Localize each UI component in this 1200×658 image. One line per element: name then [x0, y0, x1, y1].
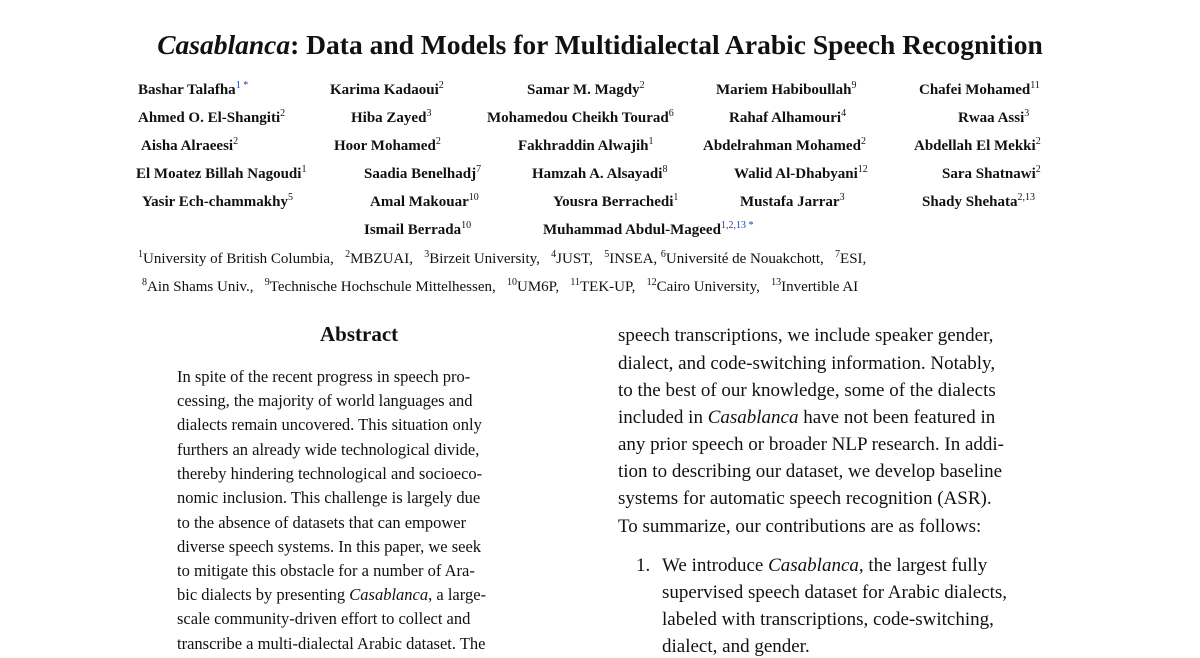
author: Aisha Alraeesi$^2$ [141, 136, 239, 154]
author: Karima Kadaoui$^2$ [330, 80, 444, 98]
author: Bashar Talafha$^{1 *}$ [138, 80, 249, 98]
affiliations-line-1: $^1$University of British Columbia, $^2$MBZUAI, $^3$Birzeit University, $^4$JUST, $^5$INSEA, $^6$Université de Nouakchott, $^7$ESI, [138, 249, 867, 267]
author: Hamzah A. Alsayadi$^8$ [532, 164, 668, 182]
author: Yousra Berrachedi$^1$ [553, 192, 679, 210]
body-line: included in Casablanca have not been featured in [618, 407, 996, 428]
abstract-line: In spite of the recent progress in speech pro- [177, 367, 471, 386]
author: Mariem Habiboullah$^9$ [716, 80, 857, 98]
author: Fakhraddin Alwajih$^1$ [518, 136, 654, 154]
author: Ismail Berrada$^{10}$ [364, 220, 472, 238]
list-item-number: 1. [636, 555, 651, 576]
author: Rahaf Alhamouri$^4$ [729, 108, 847, 126]
author: Ahmed O. El-Shangiti$^2$ [138, 108, 286, 126]
author: Mohamedou Cheikh Tourad$^6$ [487, 108, 674, 126]
body-line: tion to describing our dataset, we develop baseline [618, 461, 1003, 482]
list-item-line: labeled with transcriptions, code-switching, [662, 609, 994, 630]
author: Samar M. Magdy$^2$ [527, 80, 645, 98]
list-item-line: dialect, and gender. [662, 636, 810, 657]
body-line: to the best of our knowledge, some of the dialects [618, 380, 996, 401]
author: Hiba Zayed$^3$ [351, 108, 432, 126]
abstract-line: diverse speech systems. In this paper, we seek [177, 537, 482, 556]
abstract-line: thereby hindering technological and socioeco- [177, 464, 483, 483]
abstract-line: furthers an already wide technological divide, [177, 440, 480, 459]
author: Amal Makouar$^{10}$ [370, 192, 479, 210]
author: Walid Al-Dhabyani$^{12}$ [734, 164, 868, 182]
author: Sara Shatnawi$^2$ [942, 164, 1041, 182]
affiliations-line-2: $^8$Ain Shams Univ., $^9$Technische Hochschule Mittelhessen, $^{10}$UM6P, $^{11}$TEK-UP, $^{12}$Cairo University, $^{13}$Invertible AI [142, 277, 859, 295]
abstract-line: to mitigate this obstacle for a number of Ara- [177, 561, 475, 580]
author: Abdelrahman Mohamed$^2$ [703, 136, 866, 154]
list-item-line: We introduce Casablanca, the largest fully [662, 555, 988, 576]
abstract-line: dialects remain uncovered. This situation only [177, 415, 482, 434]
body-line: systems for automatic speech recognition (ASR). [618, 488, 992, 509]
author: Shady Shehata$^{2,13}$ [922, 192, 1035, 210]
abstract-line: nomic inclusion. This challenge is largely due [177, 488, 481, 507]
abstract-line: transcribe a multi-dialectal Arabic dataset. The [177, 634, 486, 653]
author: Muhammad Abdul-Mageed$^{1,2,13 *}$ [543, 220, 754, 238]
abstract-line: to the absence of datasets that can empower [177, 513, 467, 532]
abstract-line: cessing, the majority of world languages and [177, 391, 473, 410]
author: Hoor Mohamed$^2$ [334, 136, 441, 154]
author: El Moatez Billah Nagoudi$^1$ [136, 164, 307, 182]
author: Rwaa Assi$^3$ [958, 108, 1030, 126]
author: Chafei Mohamed$^{11}$ [919, 80, 1040, 98]
abstract-heading: Abstract [320, 322, 399, 346]
paper-title: Casablanca: Data and Models for Multidialectal Arabic Speech Recognition [157, 29, 1043, 60]
abstract-line: bic dialects by presenting Casablanca, a large- [177, 585, 487, 604]
body-line: speech transcriptions, we include speaker gender, [618, 325, 994, 346]
body-line: any prior speech or broader NLP research. In addi- [618, 434, 1004, 455]
author: Abdellah El Mekki$^2$ [914, 136, 1041, 154]
list-item-line: supervised speech dataset for Arabic dialects, [662, 582, 1008, 603]
body-line: dialect, and code-switching information. Notably, [618, 353, 996, 374]
body-line: To summarize, our contributions are as follows: [618, 516, 982, 537]
author: Yasir Ech-chammakhy$^5$ [142, 192, 293, 210]
author: Mustafa Jarrar$^3$ [740, 192, 845, 210]
abstract-line: scale community-driven effort to collect and [177, 609, 471, 628]
author: Saadia Benelhadj$^7$ [364, 164, 482, 182]
